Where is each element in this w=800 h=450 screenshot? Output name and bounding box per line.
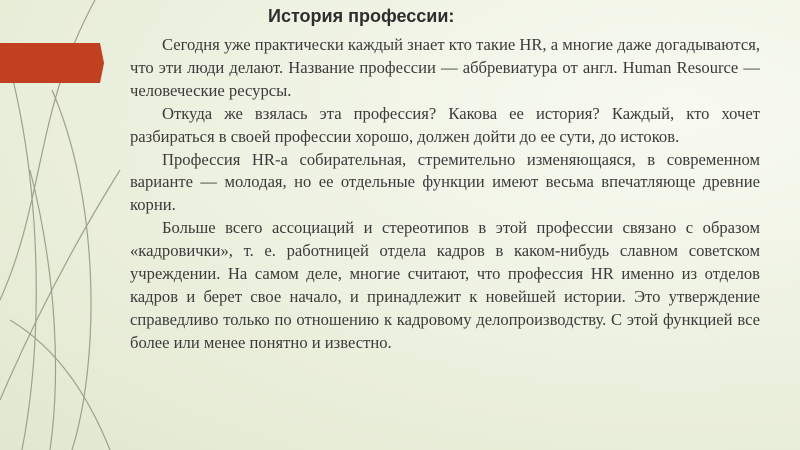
paragraph-stereotypes: Больше всего ассоциаций и стереотипов в этой профессии связано с образом «кадровички», т. е. работницей отдела кадров в каком-нибудь славном советском учреждении. На самом деле, многие считают, что профессия HR именно из отделов кадров и берет свое начало, и принадлежит к новейшей истории. Это утверждение справедливо только по отношению к кадровому делопроизводству. С этой функцией все более или менее понятно и известно.	[130, 218, 760, 352]
accent-arrow-shape	[0, 43, 104, 83]
slide-title: История профессии:	[268, 6, 455, 26]
swoosh-line	[52, 90, 91, 450]
paragraph-origin-question: Откуда же взялась эта профессия? Какова ее история? Каждый, кто хочет разбираться в своей профессии хорошо, должен дойти до ее сути, до истоков.	[130, 103, 760, 146]
paragraph-profession-nature: Профессия HR-а собирательная, стремительно изменяющаяся, в современном варианте — молодая, но ее отдельные функции имеют весьма впечатляюще древние корни.	[130, 149, 760, 215]
swoosh-line	[8, 60, 36, 450]
swoosh-line	[30, 170, 55, 450]
slide-body	[130, 34, 760, 355]
paragraph-intro: Сегодня уже практически каждый знает кто такие HR, а многие даже догадываются, что эти люди делают. Название профессии — аббревиатура от англ. Human Resource — человеческие ресурсы.	[130, 35, 760, 100]
swoosh-line	[0, 170, 120, 400]
